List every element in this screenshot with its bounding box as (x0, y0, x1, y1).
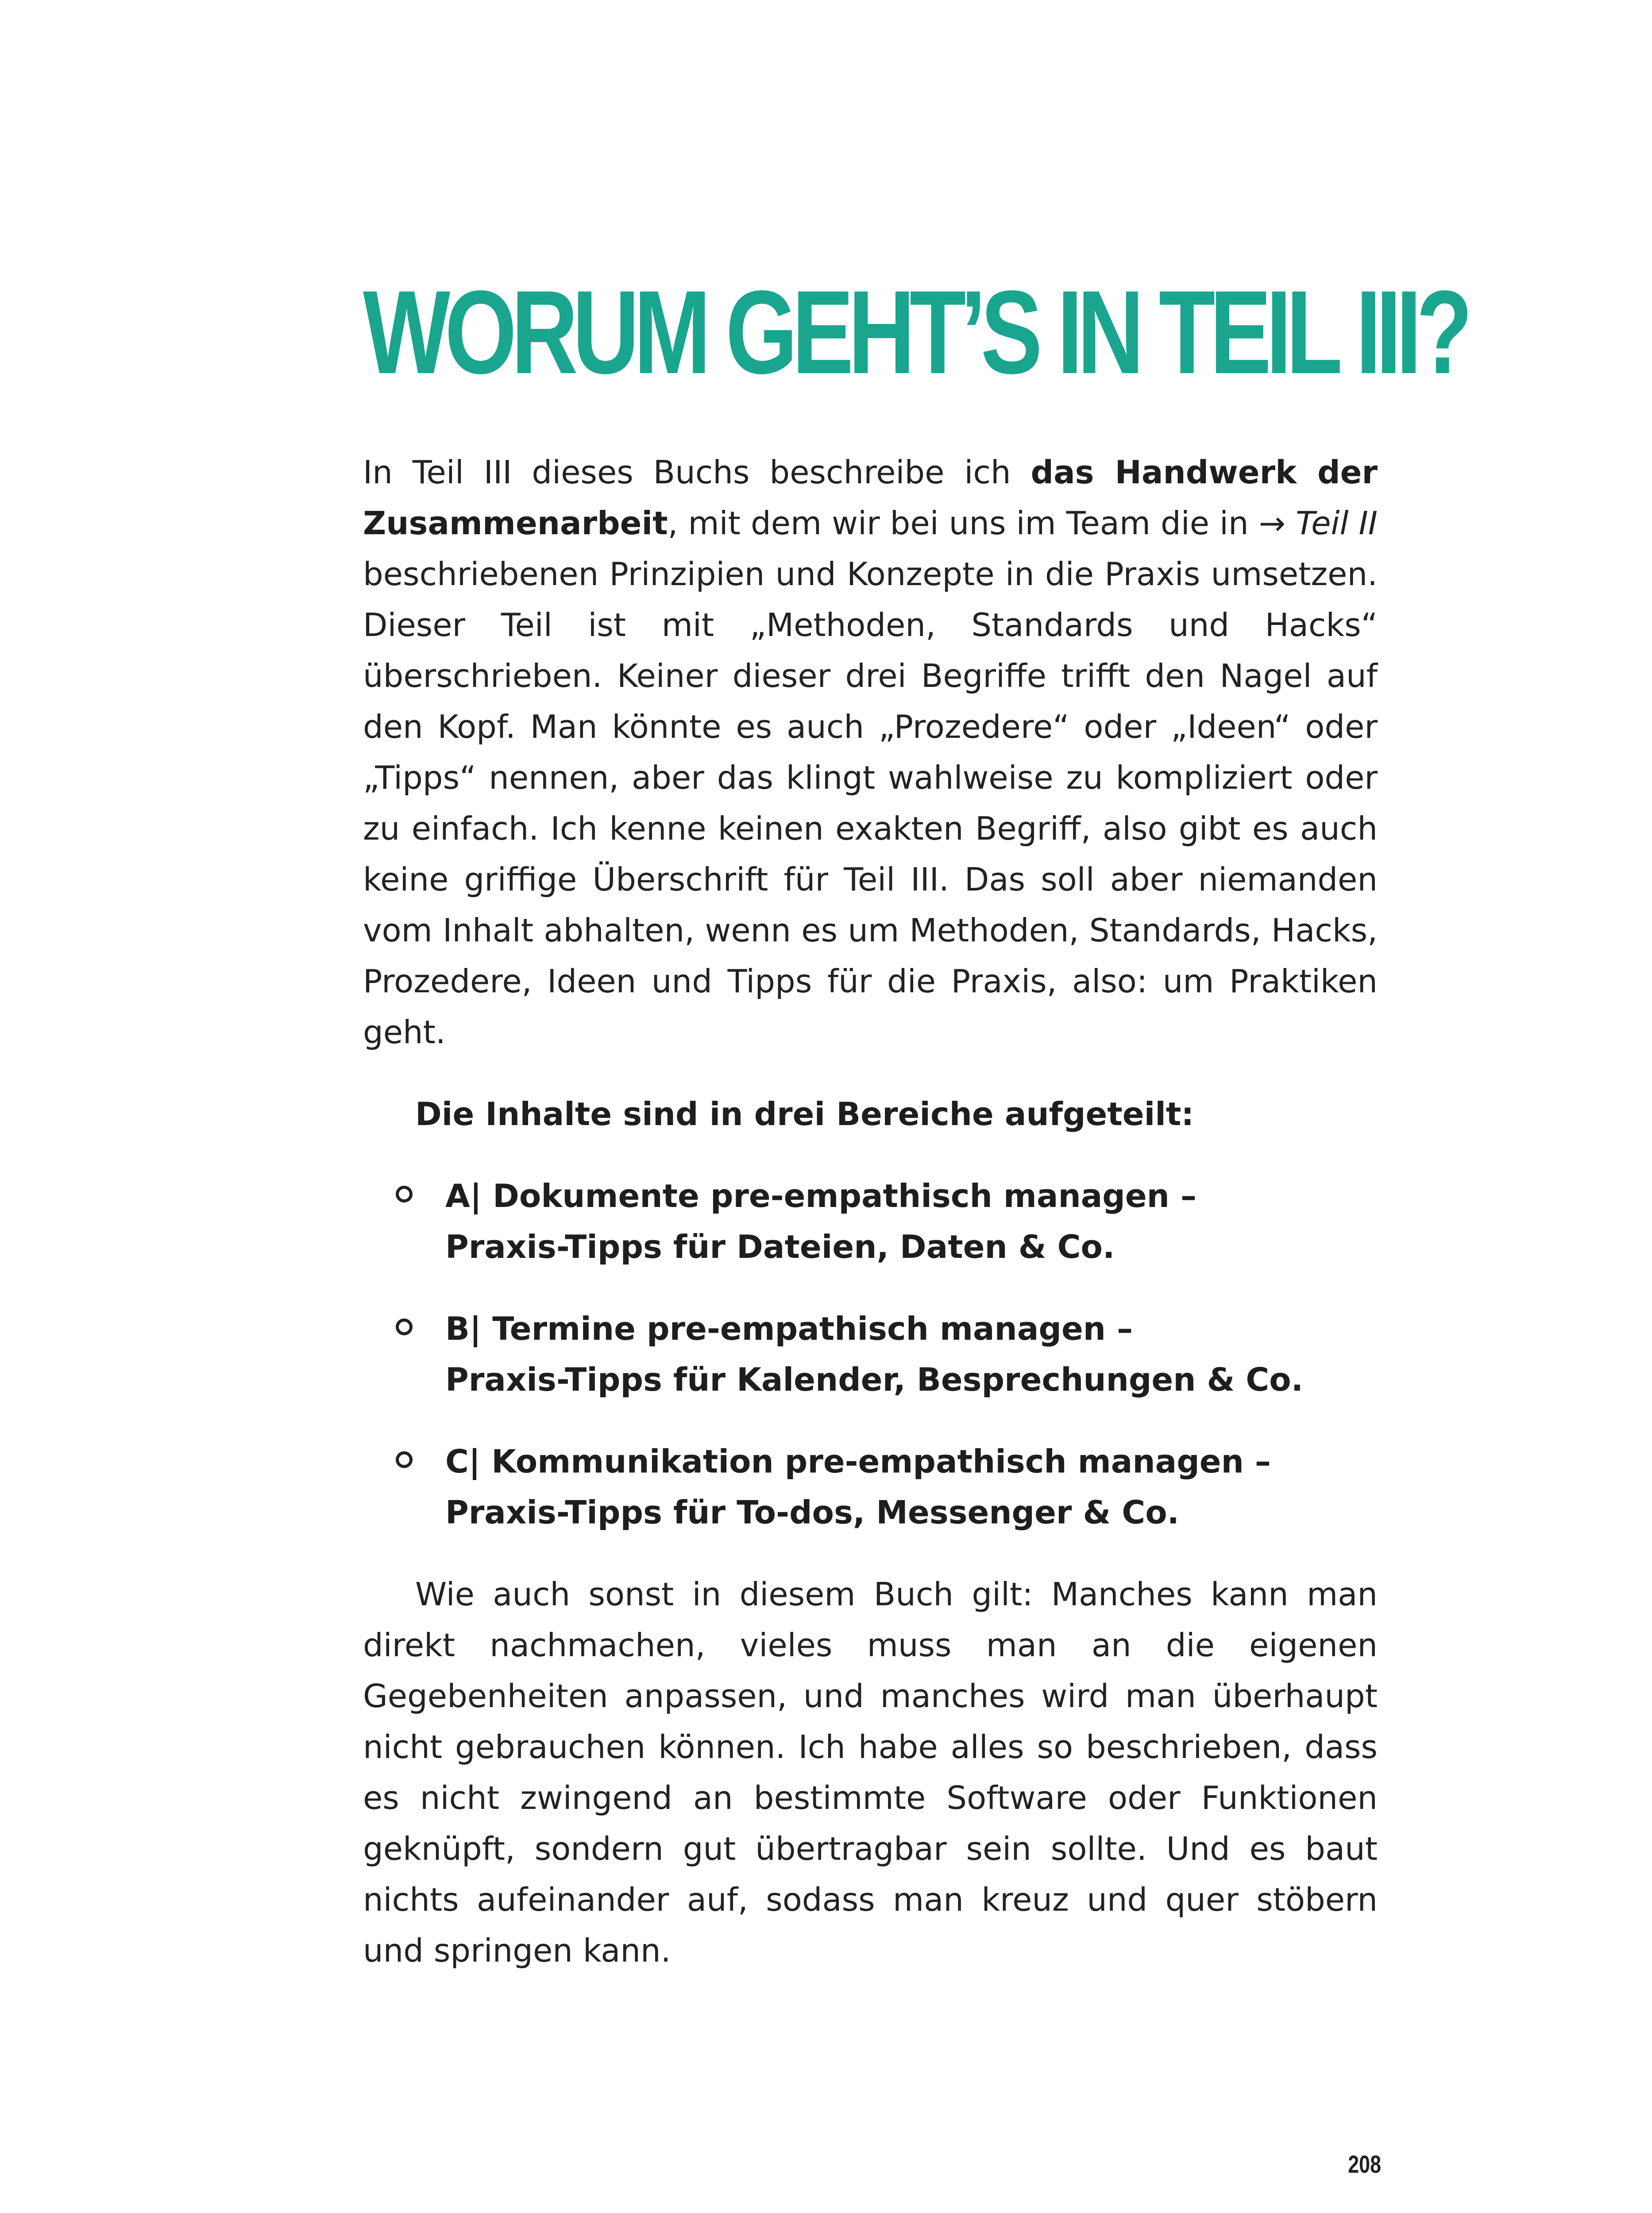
section-title: A| Dokumente pre-empathisch managen – (445, 1177, 1197, 1214)
arrow-icon: → (1258, 505, 1286, 542)
section-subtitle: Praxis-Tipps für Kalender, Besprechungen & Co. (445, 1361, 1304, 1398)
intro-text-3: beschriebenen Prinzipien und Konzepte in die Praxis umsetzen. Dieser Teil ist mit „Methoden, Standards und Hacks“ überschrieben. Keiner dieser drei Begriffe trifft den Nagel auf den Kopf. Man könnte es auch „Prozedere“ oder „Ideen“ oder „Tipps“ nennen, aber das klingt wahlweise zu kompliziert oder zu einfach. Ich kenne keinen exakten Begriff, also gibt es auch keine griffige Überschrift für Teil III. Das soll aber niemanden vom Inhalt abhalten, wenn es um Methoden, Standards, Hacks, Prozedere, Ideen und Tipps für die Praxis, also: um Praktiken geht. (363, 555, 1378, 1051)
page-title: WORUM GEHT’S IN TEIL III? (363, 266, 1467, 398)
circle-bullet-icon (396, 1186, 413, 1203)
list-item (363, 1303, 1378, 1405)
section-title: B| Termine pre-empathisch managen – (445, 1310, 1133, 1347)
intro-text-1: In Teil III dieses Buchs beschreibe ich (363, 454, 1031, 491)
page-content (363, 447, 1378, 1976)
intro-text-2: , mit dem wir bei uns im Team die in (668, 505, 1259, 542)
page-number: 208 (1348, 2150, 1381, 2178)
intro-paragraph (363, 447, 1378, 1058)
circle-bullet-icon (396, 1319, 413, 1335)
intro-bold-phrase: das Handwerk der Zusammenarbeit (363, 454, 1378, 542)
circle-bullet-icon (396, 1451, 413, 1468)
sections-lead: Die Inhalte sind in drei Bereiche aufgeteilt: (415, 1095, 1194, 1133)
sections-list (363, 1171, 1378, 1538)
list-item (363, 1171, 1378, 1272)
list-item (363, 1436, 1378, 1538)
closing-paragraph: Wie auch sonst in diesem Buch gilt: Manches kann man direkt nachmachen, vieles muss man an die eigenen Gegebenheiten anpassen, und manches wird man überhaupt nicht gebrauchen können. Ich habe alles so beschrieben, dass es nicht zwingend an bestimmte Software oder Funktionen geknüpft, sondern gut übertragbar sein sollte. Und es baut nichts aufeinander auf, sodass man kreuz und quer stöbern und springen kann. (363, 1576, 1378, 1969)
section-title: C| Kommunikation pre-empathisch managen – (445, 1443, 1271, 1480)
intro-cross-reference: Teil II (1296, 505, 1378, 542)
section-subtitle: Praxis-Tipps für To-dos, Messenger & Co. (445, 1494, 1180, 1531)
section-subtitle: Praxis-Tipps für Dateien, Daten & Co. (445, 1228, 1115, 1265)
